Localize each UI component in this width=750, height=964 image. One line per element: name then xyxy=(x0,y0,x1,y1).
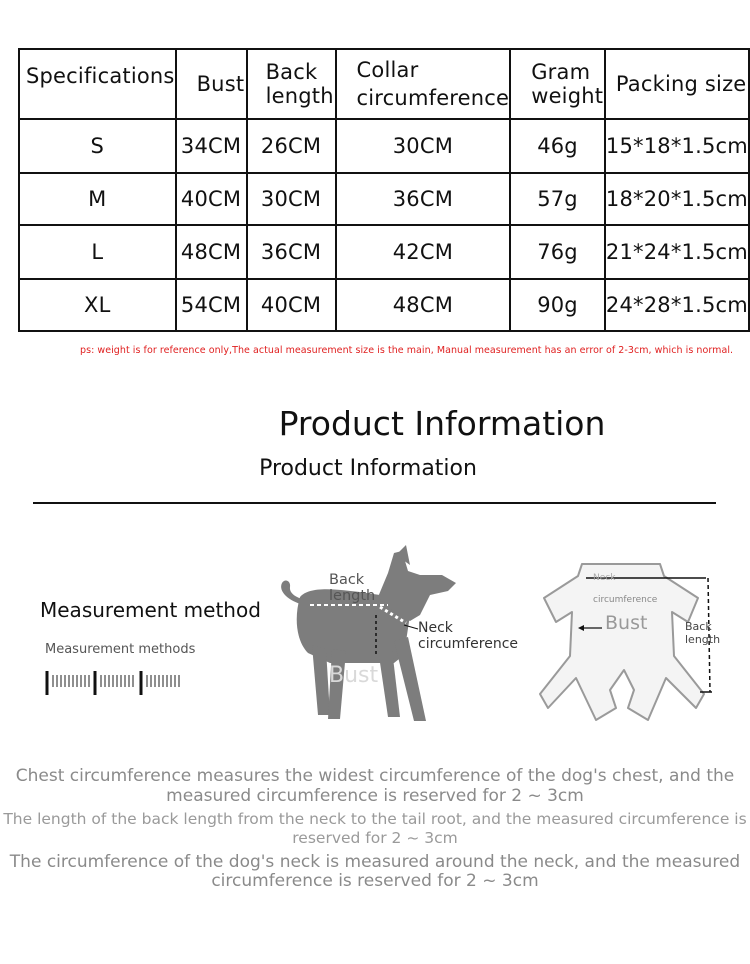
table-header-row xyxy=(19,49,749,119)
header-back-line1: Back xyxy=(265,60,318,84)
measurement-method-title: Measurement method xyxy=(40,598,261,622)
garment-back-length-label xyxy=(685,620,720,646)
cell-size: M xyxy=(19,173,176,225)
cell-pack: 18*20*1.5cm xyxy=(605,173,749,225)
dog-back-line2: length xyxy=(329,588,376,604)
cell-weight: 76g xyxy=(510,225,605,279)
garment-circumference-label: circumference xyxy=(593,595,658,605)
cell-weight: 90g xyxy=(510,279,605,331)
table-row xyxy=(19,119,749,173)
header-collar-line2: circumference xyxy=(356,86,510,110)
cell-weight: 57g xyxy=(510,173,605,225)
dog-neck-line1: Neck xyxy=(418,620,453,636)
header-back-length xyxy=(247,49,336,119)
dog-back-line1: Back xyxy=(329,572,365,588)
garment-bust-label: Bust xyxy=(605,612,648,634)
header-bust: Bust xyxy=(176,49,247,119)
garment-back-line1: Back xyxy=(685,620,712,633)
chest-note: Chest circumference measures the widest circumference of the dog's chest, and the measured circumference is reserved for 2 ~ 3cm xyxy=(15,766,735,806)
cell-bust: 54CM xyxy=(176,279,247,331)
cell-collar: 36CM xyxy=(336,173,511,225)
size-table xyxy=(18,48,750,332)
cell-size: L xyxy=(19,225,176,279)
ruler-icon xyxy=(45,667,190,699)
header-collar-line1: Collar xyxy=(356,58,419,82)
cell-bust: 40CM xyxy=(176,173,247,225)
cell-bust: 34CM xyxy=(176,119,247,173)
cell-size: XL xyxy=(19,279,176,331)
product-info-title: Product Information xyxy=(278,404,606,443)
cell-collar: 48CM xyxy=(336,279,511,331)
cell-pack: 21*24*1.5cm xyxy=(605,225,749,279)
cell-pack: 15*18*1.5cm xyxy=(605,119,749,173)
table-row xyxy=(19,173,749,225)
cell-size: S xyxy=(19,119,176,173)
table-row xyxy=(19,225,749,279)
cell-collar: 30CM xyxy=(336,119,511,173)
garment-neck-label: Neck xyxy=(593,573,616,583)
header-collar xyxy=(336,49,511,119)
cell-bust: 48CM xyxy=(176,225,247,279)
back-note: The length of the back length from the neck to the tail root, and the measured circumference is reserved for 2 ~ 3cm xyxy=(3,810,747,847)
header-packing-size: Packing size xyxy=(605,49,749,119)
measurement-note: ps: weight is for reference only,The actual measurement size is the main, Manual measurement has an error of 2-3cm, which is normal. xyxy=(80,345,734,356)
cell-collar: 42CM xyxy=(336,225,511,279)
dog-neck-label xyxy=(418,620,518,652)
dog-neck-line2: circumference xyxy=(418,636,519,652)
product-info-subtitle: Product Information xyxy=(259,456,477,481)
dog-back-length-label xyxy=(329,572,375,604)
header-gram-line2: weight xyxy=(531,84,604,108)
header-back-line2: length xyxy=(265,84,334,108)
header-gram-weight xyxy=(510,49,605,119)
dog-bust-label: Bust xyxy=(329,663,379,688)
neck-note: The circumference of the dog's neck is measured around the neck, and the measured circumference is reserved for 2 ~ 3cm xyxy=(9,852,741,891)
cell-pack: 24*28*1.5cm xyxy=(605,279,749,331)
cell-weight: 46g xyxy=(510,119,605,173)
table-row xyxy=(19,279,749,331)
divider xyxy=(33,502,716,504)
header-specifications: Specifications xyxy=(19,49,176,119)
cell-back: 26CM xyxy=(247,119,336,173)
cell-back: 36CM xyxy=(247,225,336,279)
measurement-methods-subtitle: Measurement methods xyxy=(45,642,196,657)
cell-back: 30CM xyxy=(247,173,336,225)
garment-back-line2: length xyxy=(685,633,721,646)
cell-back: 40CM xyxy=(247,279,336,331)
header-gram-line1: Gram xyxy=(531,60,591,84)
